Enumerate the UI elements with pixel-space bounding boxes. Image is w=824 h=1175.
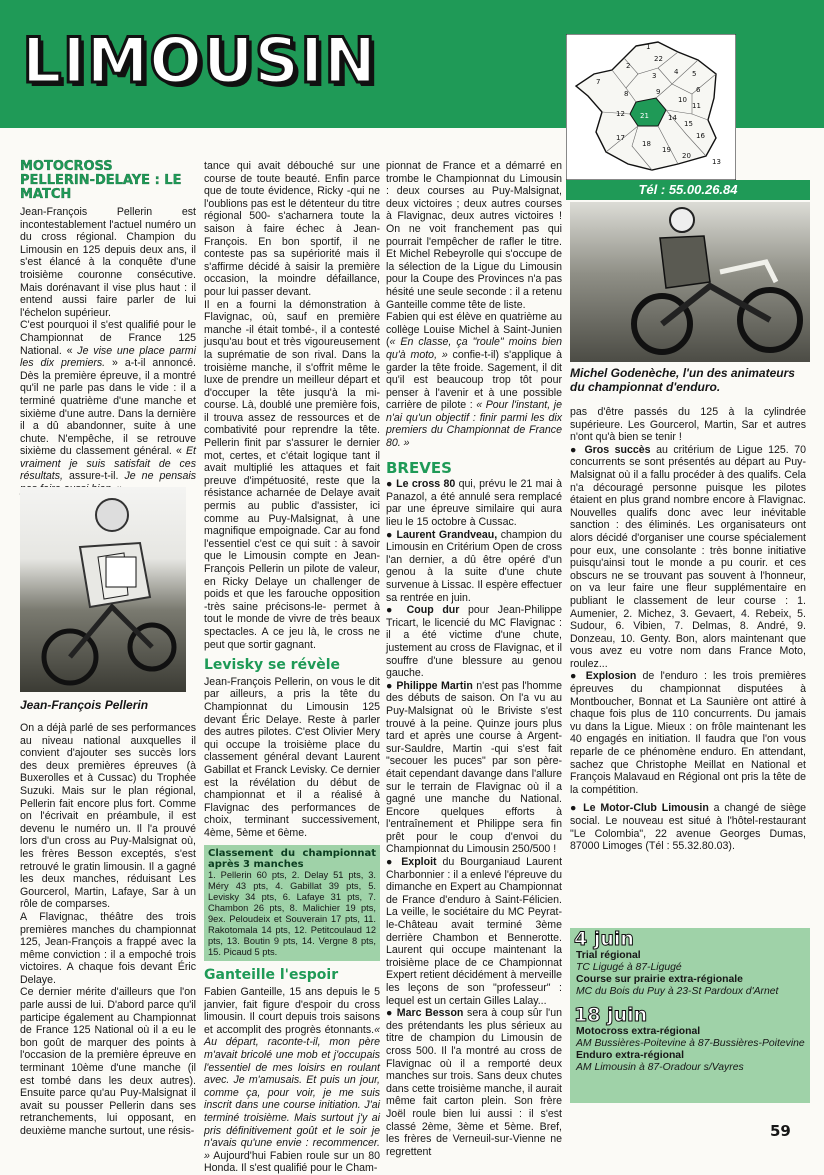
breve: ● Exploit du Bourganiaud Laurent Charbonnier : il a enlevé l'épreuve du dimanche en Expert au Championnat de France d'enduro à Saint-Félicien. La veille, le sociétaire du MC Peyrat-le-Château avait terminé 3ème derrière Chambon et Bennerotte. Laurent qui occupe maintenant la troisième place de ce Championnat Expert retient décidément à merveille les leçons de son "professeur" : lequel est un certain Gilles Lalay... <box>386 856 563 1007</box>
paragraph: Jean-François Pellerin, on vous le dit par ailleurs, a pris la tête du Championnat du Limousin 125 devant Éric Delaye. Reste à parler des autres pilotes. C'est Olivier Mery qui occupe la troisième place du classement général devant Laurent Gabillat et Franck Levisky. Ce dernier est la révélation du début de championnat et il a réalisé à Flavignac des performances de choix, terminant successivement, 4ème, 5ème et 6ème. <box>204 675 380 839</box>
map-label: 12 <box>616 110 625 118</box>
map-label: 6 <box>696 86 701 94</box>
breve: ● Laurent Grandveau, champion du Limousin en Critérium Open de cross l'an dernier, a dû être opéré d'un genou à la suite d'une chute survenue à Lissac. Il espère effectuer sa rentrée en juin. <box>386 528 562 604</box>
agenda-event-location: TC Ligugé à 87-Ligugé <box>576 962 682 973</box>
classement-box <box>204 845 380 961</box>
region-title: LIMOUSIN <box>22 24 377 97</box>
breve: ● Le cross 80 qui, prévu le 21 mai à Panazol, a été annulé sera remplacé par une épreuve similaire qui aura lieu le 15 octobre à Cussac. <box>386 478 562 529</box>
breve: ● Le Motor-Club Limousin a changé de siège social. Le nouveau est situé à l'hôtel-restaurant "Le Colombia", 22 avenue Georges Dumas, 87000 Limoges (Tél : 55.32.80.03). <box>570 802 806 853</box>
column-3 <box>386 160 562 1158</box>
france-map-icon <box>566 34 736 180</box>
page-number: 59 <box>770 1122 791 1140</box>
paragraph: Ce dernier mérite d'ailleurs que l'on parle aussi de lui. D'abord parce qu'il participe également au Championnat de France 125 National où il a eu le bon goût de marquer des points à l'occasion de la première épreuve en terminant 10ème d'une manche (il est tombé dans les deux autres). Ensuite parce qu'au Puy-Malsignat il avait su pousser Pellerin dans ses retranchements, lui opposant, en deuxième manche surtout, une résis- <box>20 986 196 1137</box>
map-label: 22 <box>654 55 663 63</box>
agenda-event-title: Trial régional <box>576 950 641 961</box>
subheading: Levisky se révèle <box>204 657 341 674</box>
paragraph: C'est pourquoi il s'est qualifié pour le Championnat de France 125 National. « Je vise une place parmi les dix premiers. » a-t-il annoncé. Dès la première épreuve, il a montré qu'il ne parle pas dans le vide : il a terminé quatrième d'une manche et sixième d'une autre. Dans la dernière il a dû abandonner, suite à une chute. N'empêche, il se retrouve sixième du classement général. « Et vraiment je suis satisfait de ces résultats, assure-t-il. Je ne pensais <box>20 319 196 483</box>
column-4 <box>570 406 806 853</box>
breve: ● Gros succès au critérium de Ligue 125. 70 concurrents se sont présentés au départ au Puy-Malsignat où il a fallu procéder à des qualifs. Cela n'a découragé personne puisque les pilotes étaient en plus grand nombre encore à Flavignac. Nouvelles qualifs donc avec leur inévitable sanction : des éliminés. Les organisateurs ont alors décidé d'organiser une course spécialement pour eux, une consolante : très bonne initiative puisqu'ainsi tout le monde a pu courir. et ces obscurs ne se trouvant pas souvent à l'honneur, on va leur faire une fleur supplémentaire en publiant le classement de leur course : 1. Aumenier, 2. Michez, 3. Gevaert, 4. Rebeix, 5. Sudour, 6. Vibien, 7. Delmas, 8. André, 9. Donzeau, 10. Genty. Bon, alors maintenant que vous avez eu votre nom dans France Moto, roulez... <box>570 443 806 670</box>
map-label: 7 <box>596 78 601 86</box>
agenda-event-title: Motocross extra-régional <box>576 1026 701 1037</box>
breve: ● Philippe Martin n'est pas l'homme des débuts de saison. On l'a vu au Puy-Malsignat où le Briviste s'est trouvé à la peine. Quinze jours plus tard et après une course à Argent-sur-Sauldre, Martin -qui s'est fait "secouer les puces" par son père- était cependant davange dans l'allure sur le terrain de Flavignac où il a gagné une manche du National. Encore quelques efforts à l'entraînement et Philippe sera fin prêt pour le coup d'envoi du Championnat du Limousin 250/500 ! <box>386 679 562 856</box>
agenda-event-title: Course sur prairie extra-régionale <box>576 974 743 985</box>
map-label: 14 <box>668 114 677 122</box>
photo-pellerin <box>20 487 186 692</box>
paragraph: Fabien Ganteille, 15 ans depuis le 5 janvier, fait figure d'espoir du cross limousin. Il court depuis trois saisons et accomplit des progrès étonnants.« Au départ, raconte-t-il, mon père m'avait bricolé une mob et j'occupais l'essentiel de mes loisirs en roulant avec. Je m'amusais. Et puis un jour, comme ça, pour voir, je me suis inscrit dans une course initiation. J'ai terminé troisième. Mais surtout j'y ai pris définitivement goût et le soir je n'avais qu'une envie : recommencer. » Aujourd'hui Fabien roule sur un 80 Honda. Il s'est qualifié pour le Cham- <box>204 986 380 1175</box>
paragraph: A Flavignac, théâtre des trois premières manches du championnat 125, Jean-François a frappé avec la même conviction : il a empoché trois victoires. A chaque fois devant Éric Delaye. <box>20 910 196 986</box>
map-label: 21 <box>640 112 649 120</box>
agenda-event-location: MC du Bois du Puy à 23-St Pardoux d'Arnet <box>576 986 779 997</box>
column-1-bottom <box>20 722 196 1138</box>
agenda-date: 4 juin <box>574 928 634 950</box>
region-map <box>566 34 736 180</box>
map-label: 3 <box>652 72 657 80</box>
map-label: 13 <box>712 158 721 166</box>
map-label: 20 <box>682 152 691 160</box>
breves-title: BREVES <box>386 458 452 477</box>
photo-caption: Jean-François Pellerin <box>20 698 149 712</box>
map-label: 18 <box>642 140 651 148</box>
map-label: 1 <box>646 43 651 51</box>
classement-title: Classement du championnat après 3 manches <box>208 848 376 871</box>
breve: ● Marc Besson sera à coup sûr l'un des prétendants les plus sérieux au titre de champion du Limousin de cross 500. Il l'a montré au cross de Flavignac où il a remporté deux manches sur trois. Sans deux chutes dans cette troisième manche, il aurait même fait carton plein. Son frère Joël roule bien lui aussi : il s'est classé 2ème, 3ème et 5ème. Bref, les frères de Verneuil-sur-Vienne ne regrettent <box>386 1007 562 1158</box>
map-label: 4 <box>674 68 679 76</box>
agenda-event-location: AM Limousin à 87-Oradour s/Vayres <box>576 1062 744 1073</box>
photo-caption: Michel Godenèche, l'un des animateurs du championnat d'enduro. <box>570 366 795 394</box>
map-label: 8 <box>624 90 629 98</box>
paragraph: Jean-François Pellerin est incontestablement l'actuel numéro un du cross régional. Champion du Limousin en 125 depuis deux ans, il s'est élancé à la conquête d'une troisième couronne consécutive. Mais dorénavant il vise plus haut : il entend aussi faire parler de lui l'échelon supérieur. <box>20 206 196 319</box>
agenda-date: 18 juin <box>574 1004 648 1026</box>
paragraph: tance qui avait débouché sur une course de toute beauté. Enfin parce que de toute évidence, Ricky -qui ne l'oublions pas est le détenteur du titre régional 500- s'acharnera toute la saison à faire échec à Jean-François. En bon sportif, il ne conteste pas sa supériorité mais il s'affirme décidé à saisir la première occasion, la moindre défaillance, pour lui passer devant. <box>204 160 380 298</box>
map-label: 19 <box>662 146 671 154</box>
article-title: MOTOCROSS PELLERIN-DELAYE : LE MATCH <box>20 159 182 202</box>
breve: ● Explosion de l'enduro : les trois premières épreuves du championnat disputées à Montboucher, Bonnat et La Saunière ont attiré à chaque fois plus de 110 concurrents. Du jamais vu dans la Ligue. Mieux : on frôle maintenant les 40 engagés en initiation. Il faudra que l'on vous reparle de ce phénomène enduro. En attendant, sachez que Christophe Meillat en National et François Malavaud en Régional ont pris la tête de la compétition. <box>570 670 806 796</box>
map-label: 10 <box>678 96 687 104</box>
agenda-box <box>570 928 810 1103</box>
paragraph: pionnat de France et a démarré en trombe le Championnat du Limousin : deux courses au Puy-Malsignat, deux victoires ; deux autres courses à Flavignac, deux autres victoires ! On ne voit franchement pas qui pourrait l'empêcher de rafler le titre. Et Michel Rebeyrolle qui s'occupe de la sélection de la Ligue du Limousin pour la Coupe des Provinces n'a pas hésité une seule seconde : il a retenu Ganteille comme tête de liste. <box>386 160 562 311</box>
map-label: 15 <box>684 120 693 128</box>
breve: ● Coup dur pour Jean-Philippe Tricart, le licencié du MC Flavignac : il a été victime d'une chute, justement au cross de Flavignac, et il souffre d'une blessure au genou gauche. <box>386 604 562 680</box>
column-2 <box>204 160 380 1175</box>
paragraph: Fabien qui est élève en quatrième au collège Louise Michel à Saint-Junien (« En classe, ça "roule" moins bien qu'à moto, » confie-t-il) s'applique à garder la tête froide. Sagement, il dit qu'il est beaucoup trop tôt pour penser à l'avenir et à une possible carrière de pilote : « Pour l'instant, je n'ai qu'un objectif : finir parmi les dix premiers du Championnat de France 80. » <box>386 311 562 450</box>
map-label: 9 <box>656 88 661 96</box>
map-label: 2 <box>626 62 631 70</box>
map-label: 17 <box>616 134 625 142</box>
paragraph: On a déjà parlé de ses performances au niveau national auxquelles il convient d'ajouter ses succès lors des deux premières épreuves (à Buxerolles et à Cussac) du Trophée Suzuki. Mais sur le plan régional, Pellerin fait encore plus fort. Comme on l'écrivait en préambule, il est devenu le numéro un. Il l'a prouvé lors d'un cross au Puy-Malsignat où, les frères Besson exceptés, s'est retrouvé le gratin limousin. Il a gagné les deux manches, réduisant Les Gourcerol, Martin, Lafaye, Sar à un rôle de comparses. <box>20 722 196 911</box>
classement-text: 1. Pellerin 60 pts, 2. Delay 51 pts, 3. Méry 43 pts, 4. Gabillat 39 pts, 5. Levisky 34 pts, 6. Lafaye 31 pts, 7. Chambon 26 pts, 8. Malichier 19 pts, 9ex. Peloudeix et Souverain 17 pts, 11. Rakotomala 14 pts, 12. Petitcoulaud 12 pts, 13. Boutin 9 pts, 14. Vergne 8 pts, 15. Picaud 5 pts. <box>208 870 376 958</box>
tel-bar: Tél : 55.00.26.84 <box>566 180 810 200</box>
paragraph: Il en a fourni la démonstration à Flavignac, où, sauf en première manche -il était tombé-, il a contesté jusqu'au bout et très vigoureusement la suprématie de son rival. Dans la troisième manche, il s'offrit même le luxe de prendre un meilleur départ et d'occuper la tête jusqu'à la mi-course. Là, doublé une première fois, il trouva assez de ressources et de combativité pour reprendre la tête. Pellerin finit par s'assurer le dernier mot, certes, et c'était logique tant il avait multiplié les attaques et fait preuve d'impétuosité, reste que la résistance acharnée de Delaye avait permis au public d'assister, ici comme au Puy-Malsignat, à une magnifique empoignade. Car au fond l'essentiel c'est ce qui suit : à savoir que le Limousin compte en Jean-François Pellerin un pilote de valeur, en Ricky Delaye un challenger de poids et que les farouche opposition -très saine précisons-le- permet à tout le monde de vivre de très beaux spectacles. A ce jeu là, le cross ne peut que sortir gagnant. <box>204 298 380 651</box>
agenda-event-location: AM Bussières-Poitevine à 87-Bussières-Poitevine <box>576 1038 805 1049</box>
photo-godeneche <box>570 202 810 362</box>
paragraph: pas d'être passés du 125 à la cylindrée supérieure. Les Gourcerol, Martin, Sar et autres n'ont qu'à bien se tenir ! <box>570 406 806 444</box>
map-label: 16 <box>696 132 705 140</box>
map-label: 11 <box>692 102 701 110</box>
column-1 <box>20 160 196 496</box>
subheading: Ganteille l'espoir <box>204 967 339 984</box>
agenda-event-title: Enduro extra-régional <box>576 1050 684 1061</box>
map-label: 5 <box>692 70 697 78</box>
